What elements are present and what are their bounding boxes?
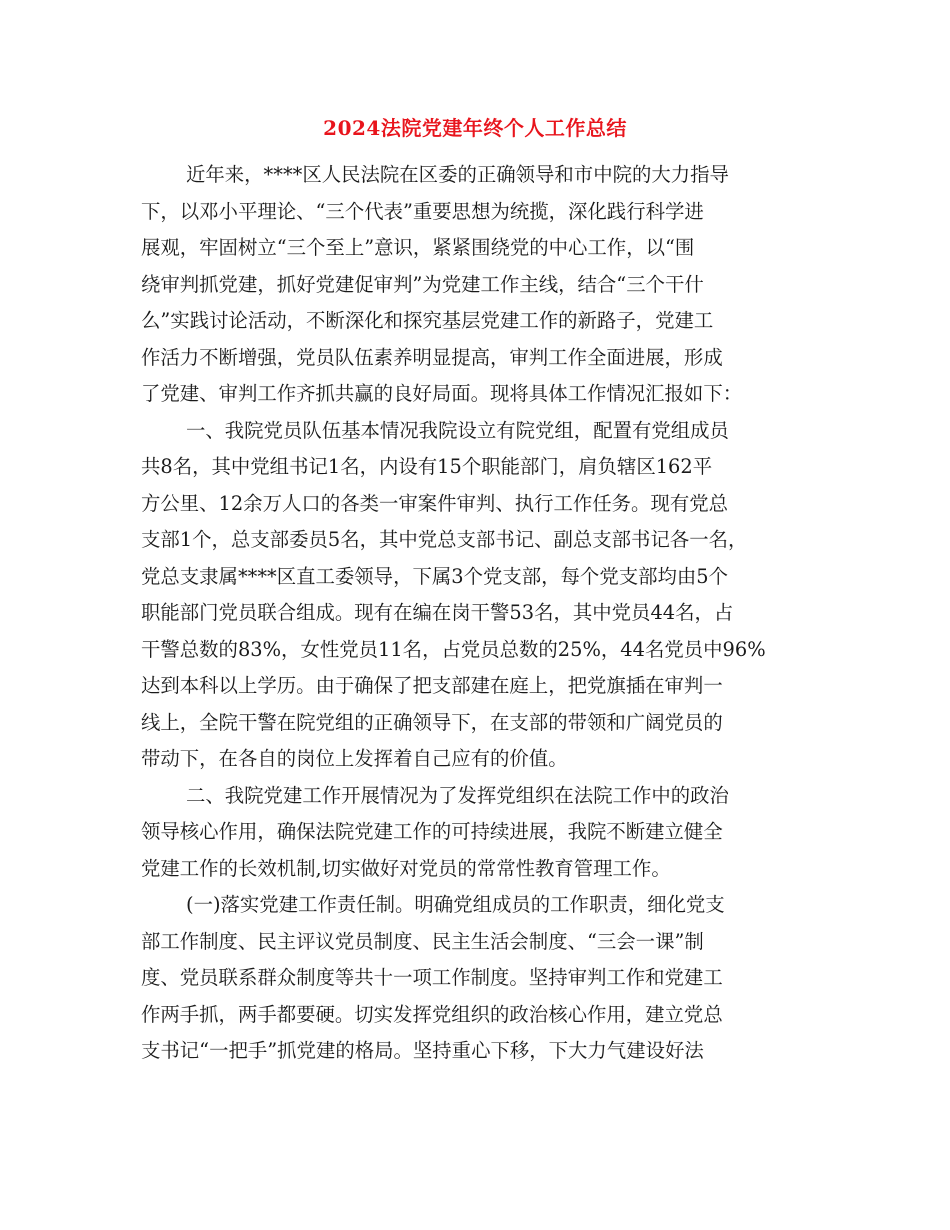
paragraph-line: 干警总数的83%，女性党员11名，占党员总数的25%，44名党员中96% [141,637,766,661]
paragraph-line: 方公里、12余万人口的各类一审案件审判、执行工作任务。现有党总 [141,491,729,515]
paragraph-line: 展观，牢固树立“三个至上”意识，紧紧围绕党的中心工作，以“围 [141,236,695,259]
paragraph-line: 近年来，****区人民法院在区委的正确领导和市中院的大力指导 [186,163,729,186]
paragraph-line: 领导核心作用，确保法院党建工作的可持续进展，我院不断建立健全 [141,820,723,843]
paragraph-line: 度、党员联系群众制度等共十一项工作制度。坚持审判工作和党建工 [141,966,723,989]
paragraph-line: 一、我院党员队伍基本情况我院设立有院党组，配置有党组成员 [186,418,729,442]
paragraph-line: 共8名，其中党组书记1名，内设有15个职能部门，肩负辖区162平 [141,455,713,478]
paragraph-line: 党建工作的长效机制,切实做好对党员的常常性教育管理工作。 [141,856,671,880]
paragraph-line: 作活力不断增强，党员队伍素养明显提高，审判工作全面进展，形成 [141,345,723,369]
paragraph-line: 职能部门党员联合组成。现有在编在岗干警53名，其中党员44名，占 [141,601,734,624]
paragraph-line: 么”实践讨论活动，不断深化和探究基层党建工作的新路子，党建工 [141,309,714,332]
paragraph-line: 绕审判抓党建，抓好党建促审判”为党建工作主线，结合“三个干什 [141,272,704,296]
paragraph-line: (一)落实党建工作责任制。明确党组成员的工作职责，细化党支 [186,893,725,916]
paragraph-line: 部工作制度、民主评议党员制度、民主生活会制度、“三会一课”制 [141,929,704,953]
paragraph-line: 作两手抓，两手都要硬。切实发挥党组织的政治核心作用，建立党总 [141,1002,723,1026]
paragraph-line: 支书记“一把手”抓党建的格局。坚持重心下移，下大力气建设好法 [141,1039,704,1062]
paragraph-line: 下，以邓小平理论、“三个代表”重要思想为统揽，深化践行科学进 [141,199,704,223]
paragraph-line: 支部1个，总支部委员5名，其中党总支部书记、副总支部书记各一名， [141,528,748,551]
paragraph-line: 带动下，在各自的岗位上发挥着自己应有的价值。 [141,747,568,770]
paragraph-line: 达到本科以上学历。由于确保了把支部建在庭上，把党旗插在审判一 [141,674,723,697]
document-title: 2024法院党建年终个人工作总结 [323,116,627,140]
paragraph-line: 线上，全院干警在院党组的正确领导下，在支部的带领和广阔党员的 [141,710,723,734]
paragraph-line: 二、我院党建工作开展情况为了发挥党组织在法院工作中的政治 [186,783,729,807]
document-body [141,157,801,1070]
paragraph-line: 党总支隶属****区直工委领导，下属3个党支部，每个党支部均由5个 [141,564,729,588]
paragraph-line: 了党建、审判工作齐抓共赢的良好局面。现将具体工作情况汇报如下： [141,382,743,405]
